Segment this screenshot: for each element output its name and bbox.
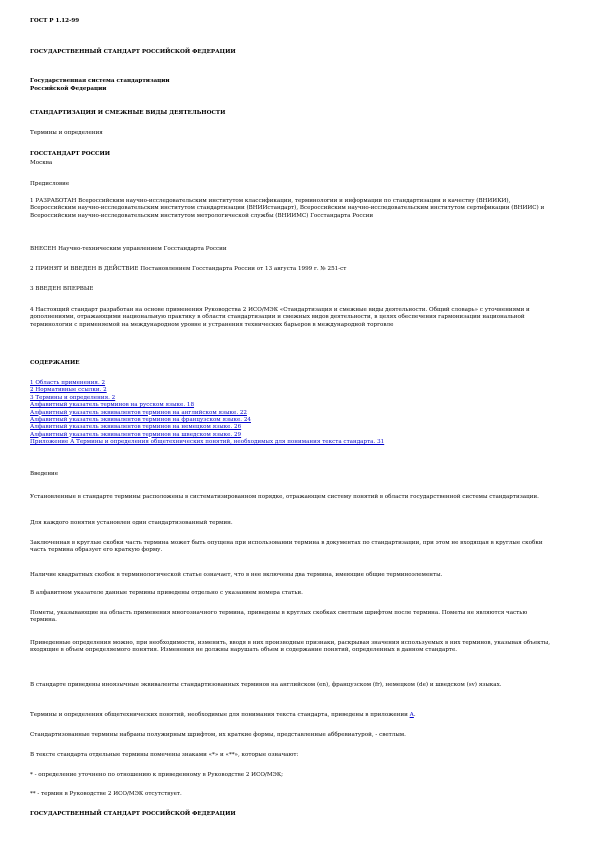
paragraph-1: 1 РАЗРАБОТАН Всероссийским научно-исследовательским институтом классификации, терминологии и информации по стандартизации и качеству (ВНИИКИ), Всероссийским научно-исследовательским институтом стандартизации (ВНИИстандарт), Всероссийским научно-исследовательским институтом сертификации (ВНИИС) и Всероссийским научно-исследовательским институтом метрологической службы (ВНИИМС) Госстандарта России [30,198,545,219]
toc-item-index-de[interactable]: Алфавитный указатель эквивалентов терминов на немецком языке. 26 [30,424,242,431]
table-of-contents [30,380,550,446]
intro-paragraph-4: Наличие квадратных скобок в терминологической статье означает, что в нее включены два термина, имеющие общие терминоэлементы. [30,572,443,578]
intro-paragraph-9 [30,712,550,719]
intro-paragraph-6: Пометы, указывающие на область применения многозначного термина, приведены в круглых скобках светлым шрифтом после термина. Пометы не являются частью термина. [30,610,528,624]
intro-paragraph-3: Заключенная в круглые скобки часть термина может быть опущена при использовании термина в документах по стандартизации, при этом не входящая в круглые скобки часть термина образует его краткую форму. [30,540,543,554]
toc-item-terms[interactable]: 3 Термины и определения. 2 [30,394,116,401]
intro-paragraph-9-end: . [413,712,416,718]
intro-paragraph-5: В алфавитном указателе данные термины приведены отдельно с указанием номера статьи. [30,590,303,596]
toc-item-index-ru[interactable]: Алфавитный указатель терминов на русском языке. 18 [30,402,195,409]
toc-item-scope[interactable]: 1 Область применения. 2 [30,380,106,386]
paragraph-vnesen: ВНЕСЕН Научно-техническим управлением Госстандарта России [30,246,227,252]
publisher: ГОССТАНДАРТ РОССИИ [30,151,111,157]
intro-paragraph-2: Для каждого понятия установлен один стандартизованный термин. [30,520,233,526]
intro-paragraph-10: Стандартизованные термины набраны полужирным шрифтом, их краткие формы, представленные аббревиатурой, - светлым. [30,732,406,738]
intro-paragraph-11: В тексте стандарта отдельные термины помечены знаками «*» и «**», которые означают: [30,752,299,758]
title-bottom: ГОСУДАРСТВЕННЫЙ СТАНДАРТ РОССИЙСКОЙ ФЕДЕРАЦИИ [30,811,236,817]
toc-item-index-sv[interactable]: Алфавитный указатель эквивалентов терминов на шведском языке. 29 [30,431,242,438]
intro-heading: Введение [30,471,59,477]
system-line-1: Государственная система стандартизации [30,78,170,84]
city: Москва [30,160,53,166]
intro-paragraph-9-text: Термины и определения общетехнических понятий, необходимые для понимания текста стандарта, приведены в приложении [30,712,410,718]
foreword-heading: Предисловие [30,181,70,187]
toc-item-index-en[interactable]: Алфавитный указатель эквивалентов терминов на английском языке. 22 [30,409,247,416]
toc-item-index-fr[interactable]: Алфавитный указатель эквивалентов терминов на французском языке. 24 [30,416,251,423]
paragraph-4: 4 Настоящий стандарт разработан на основе применения Руководства 2 ИСО/МЭК «Стандартизация и смежные виды деятельности. Общий словарь» с уточнениями и дополнениями, отражающими национальную практику в области стандартизации и смежных видов деятельности, в целях обеспечения гармонизации национальной терминологии с применяемой на международном уровне и устранения технических барьеров в международной торговле [30,307,530,328]
system-line-2: Российской Федерации [30,86,107,92]
intro-paragraph-12: * - определение уточнено по отношению к приведенному в Руководстве 2 ИСО/МЭК; [30,772,284,778]
paragraph-3: 3 ВВЕДЕН ВПЕРВЫЕ [30,286,94,292]
document-header: ГОСТ Р 1.12-99 [30,18,80,24]
intro-paragraph-8: В стандарте приведены иноязычные эквиваленты стандартизованных терминов на английском (en), французском (fr), немецком (de) и шведском (sv) языках. [30,682,502,688]
title-top: ГОСУДАРСТВЕННЫЙ СТАНДАРТ РОССИЙСКОЙ ФЕДЕРАЦИИ [30,49,236,55]
toc-item-normative-refs[interactable]: 2 Нормативные ссылки. 2 [30,387,107,394]
paragraph-2: 2 ПРИНЯТ И ВВЕДЕН В ДЕЙСТВИЕ Постановлением Госстандарта России от 13 августа 1999 г. № 251-ст [30,266,347,272]
intro-paragraph-7: Приведенные определения можно, при необходимости, изменить, вводя в них производные признаки, раскрывая значения используемых в них терминов, указывая объекты, входящие в объем определяемого понятия. Изменения не должны нарушать объем и содержание понятий, определенных в данном стандарте. [30,640,550,654]
toc-item-appendix-a[interactable]: Приложение А Термины и определения общетехнических понятий, необходимых для понимания текста стандарта. 31 [30,439,385,445]
intro-paragraph-13: ** - термин в Руководстве 2 ИСО/МЭК отсутствует. [30,791,182,797]
intro-paragraph-1: Установленные в стандарте термины расположены в систематизированном порядке, отражающем систему понятий в области государственной системы стандартизации. [30,494,539,500]
subtitle: Термины и определения [30,130,103,136]
appendix-a-link[interactable]: А [409,712,414,718]
main-title: СТАНДАРТИЗАЦИЯ И СМЕЖНЫЕ ВИДЫ ДЕЯТЕЛЬНОСТИ [30,110,226,116]
toc-heading: СОДЕРЖАНИЕ [30,360,80,366]
